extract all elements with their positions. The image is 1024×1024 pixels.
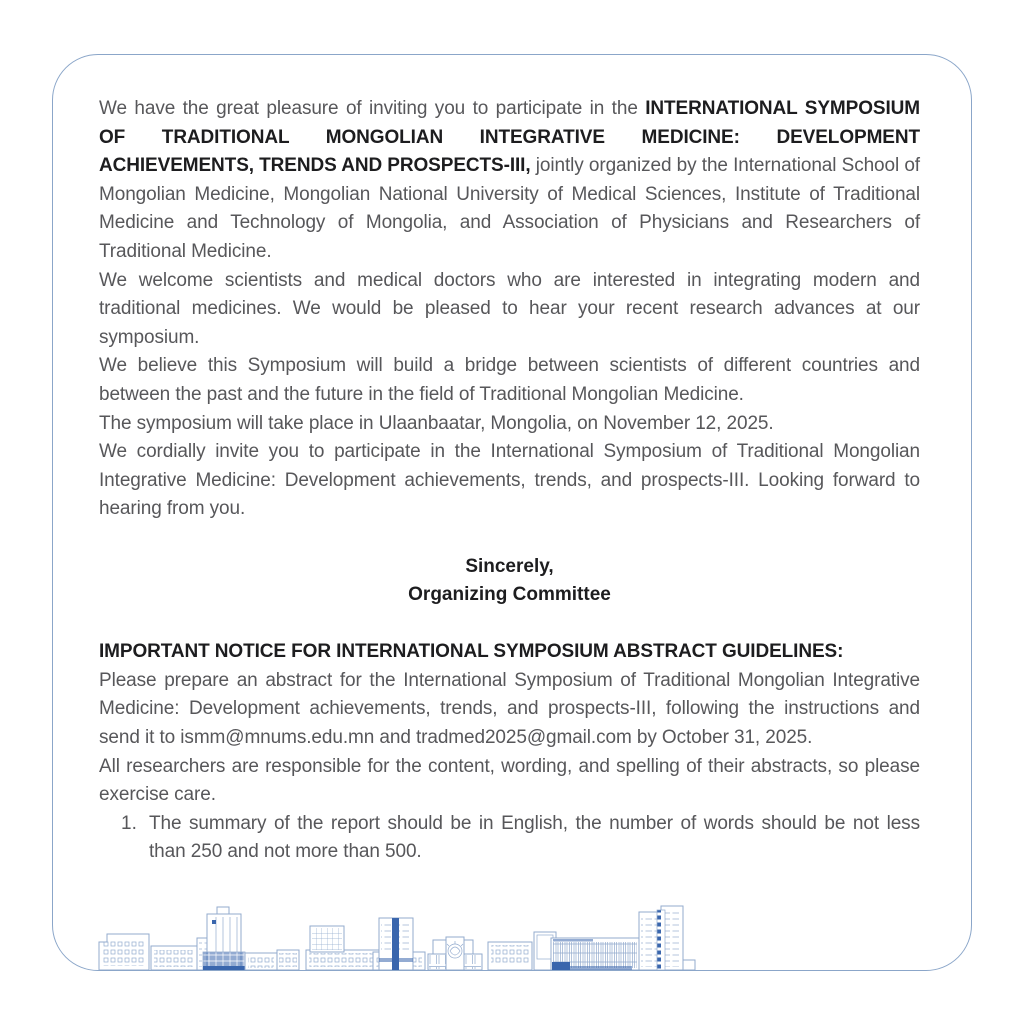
symposium-title: INTERNATIONAL SYMPOSIUM OF TRADITIONAL MONGOLIAN INTEGRATIVE MEDICINE: DEVELOPMENT ACHIEVEMENTS, TRENDS AND PROSPECTS-III, bbox=[99, 98, 920, 177]
intro-tail: jointly organized by the International School of Mongolian Medicine, Mongolian National University of Medical Sciences, Institute of Traditional Medicine and Technology of Mongolia, and Association of Physicians and Researchers of Traditional Medicine. bbox=[99, 155, 920, 262]
submission-tail: by October 31, 2025. bbox=[631, 727, 813, 749]
guideline-item-1 bbox=[99, 810, 920, 867]
signoff-sincerely: Sincerely, bbox=[465, 555, 554, 577]
rounded-border-frame bbox=[52, 54, 972, 971]
letter-body bbox=[99, 95, 920, 867]
submission-paragraph bbox=[99, 667, 920, 753]
submission-mid: and bbox=[374, 727, 416, 749]
intro-paragraph bbox=[99, 95, 920, 267]
guideline-number: 1. bbox=[121, 812, 137, 834]
venue-paragraph: The symposium will take place in Ulaanbaatar, Mongolia, on November 12, 2025. bbox=[99, 412, 774, 434]
cordial-paragraph: We cordially invite you to participate in the International Symposium of Traditional Mongolian Integrative Medicine: Development achievements, trends, and prospects-III. Looking forward to hearing from you. bbox=[99, 441, 920, 520]
intro-lead: We have the great pleasure of inviting you to participate in the bbox=[99, 98, 646, 119]
guideline-text: The summary of the report should be in English, the number of words should be not less than 250 and not more than 500. bbox=[149, 812, 920, 863]
city-skyline-icon bbox=[96, 900, 696, 970]
signoff-committee: Organizing Committee bbox=[408, 584, 611, 606]
email-tradmed: tradmed2025@gmail.com bbox=[415, 727, 632, 749]
bridge-paragraph: We believe this Symposium will build a bridge between scientists of different countries and between the past and the future in the field of Traditional Mongolian Medicine. bbox=[99, 355, 920, 405]
submission-lead: Please prepare an abstract for the International Symposium of Traditional Mongolian Integrative Medicine: Development achievements, trends, and prospects-III, following the instructions and send it to bbox=[99, 669, 920, 749]
welcome-paragraph: We welcome scientists and medical doctors who are interested in integrating modern and traditional medicines. We would be pleased to hear your recent research advances at our symposium. bbox=[99, 269, 920, 348]
responsibility-paragraph: All researchers are responsible for the content, wording, and spelling of their abstracts, so please exercise care. bbox=[99, 755, 920, 806]
email-ismm: ismm@mnums.edu.mn bbox=[180, 727, 375, 749]
signoff-block bbox=[99, 553, 920, 610]
notice-heading: IMPORTANT NOTICE FOR INTERNATIONAL SYMPOSIUM ABSTRACT GUIDELINES: bbox=[99, 641, 844, 663]
